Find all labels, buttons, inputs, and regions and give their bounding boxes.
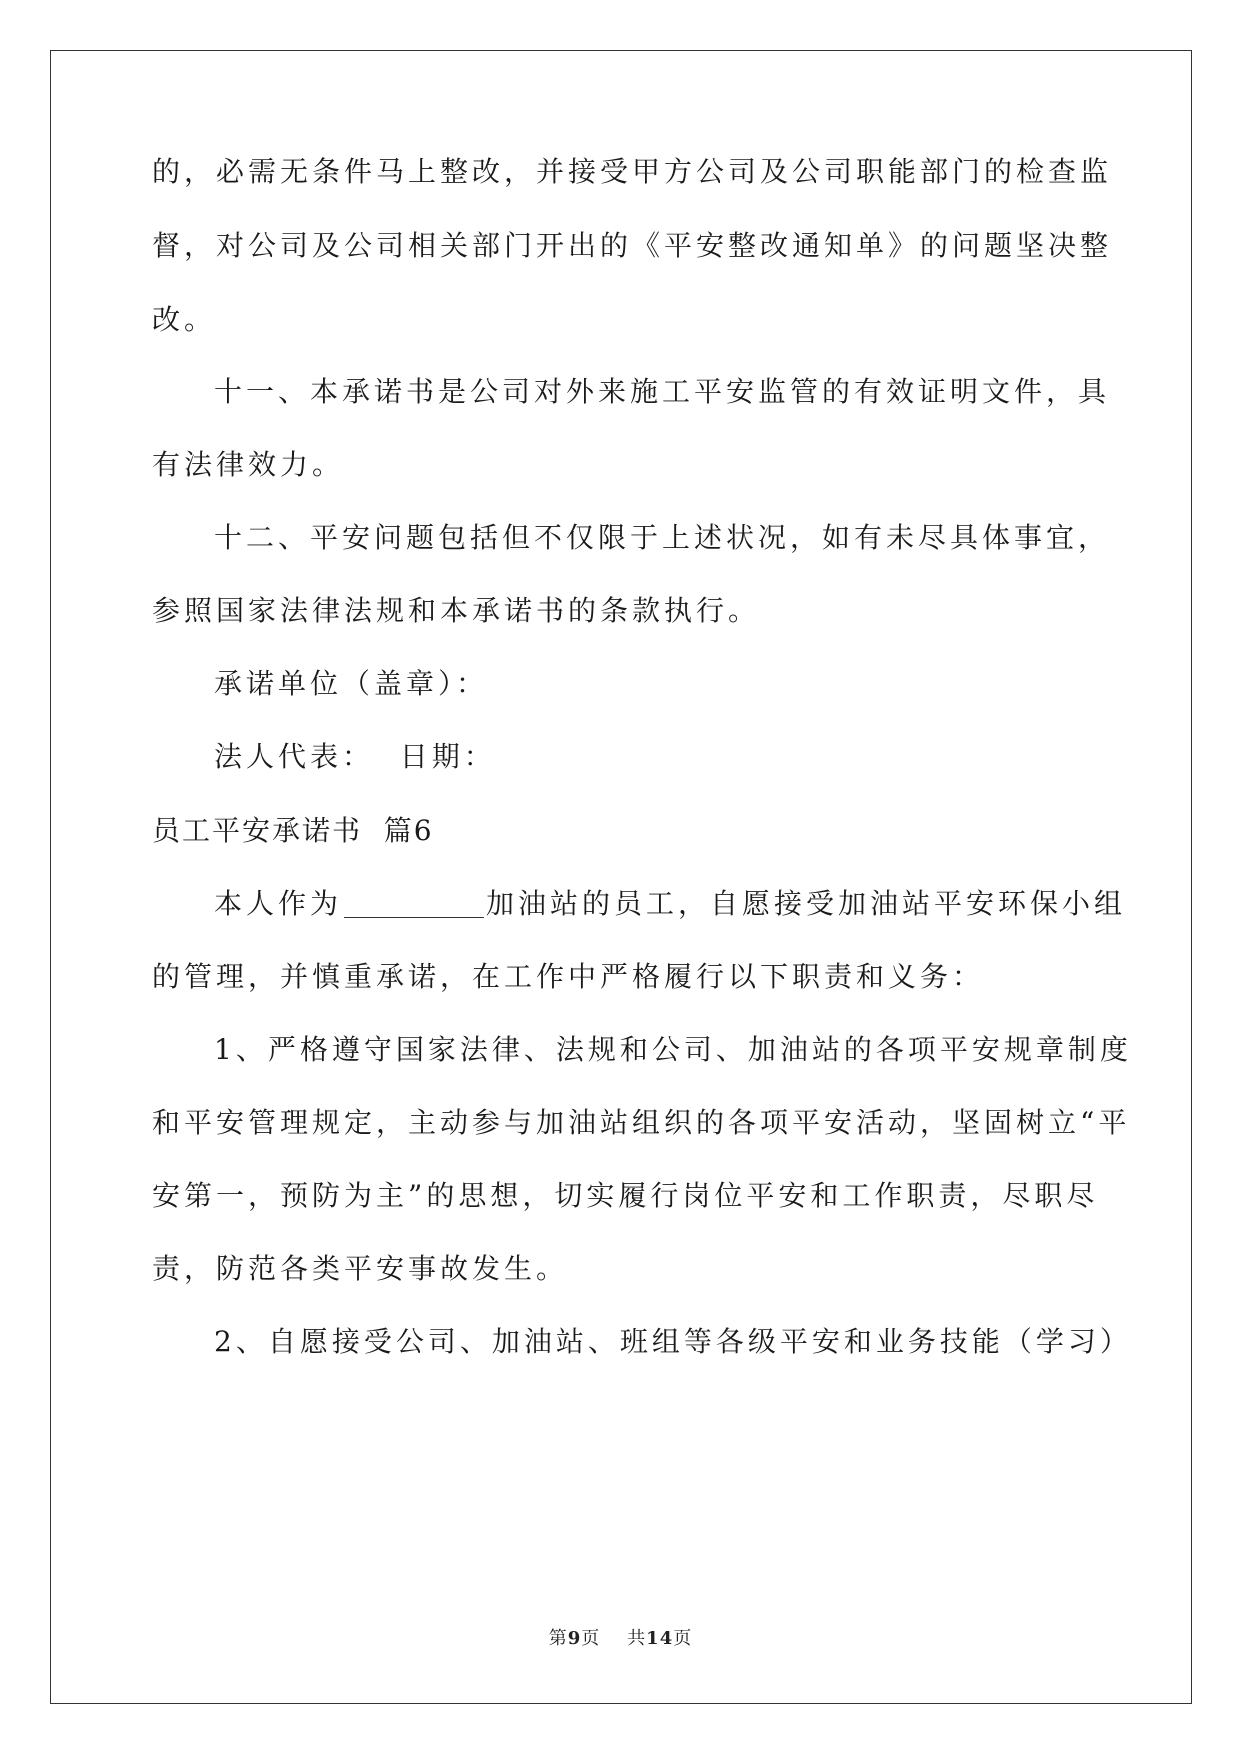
total-page-number: 14 bbox=[646, 1628, 674, 1649]
pledge-intro-prefix: 本人作为 bbox=[214, 887, 343, 920]
text-line: 参照国家法律法规和本承诺书的条款执行。 bbox=[152, 594, 761, 627]
paragraph-eleven-line: 十一、本承诺书是公司对外来施工平安监管的有效证明文件，具 bbox=[214, 375, 1111, 408]
footer-suffix: 页 bbox=[673, 1628, 693, 1649]
footer-prefix: 第 bbox=[548, 1628, 568, 1649]
text-line: 和平安管理规定，主动参与加油站组织的各项平安活动，坚固树立“平 bbox=[152, 1106, 1131, 1139]
footer-mid: 页 共 bbox=[581, 1628, 647, 1649]
text-line: 有法律效力。 bbox=[152, 448, 345, 481]
section-title: 员工平安承诺书 篇6 bbox=[152, 814, 434, 847]
page-border bbox=[50, 50, 1192, 1704]
text-line: 督，对公司及公司相关部门开出的《平安整改通知单》的问题坚决整 bbox=[152, 229, 1113, 262]
representative-date-line: 法人代表： 日期： bbox=[214, 740, 496, 773]
page-footer bbox=[0, 1624, 1241, 1650]
current-page-number: 9 bbox=[567, 1628, 582, 1649]
name-blank-field bbox=[344, 891, 484, 918]
text-line: 安第一，预防为主”的思想，切实履行岗位平安和工作职责，尽职尽 bbox=[152, 1179, 1099, 1212]
text-line: 责，防范各类平安事故发生。 bbox=[152, 1252, 569, 1285]
pledge-intro-line bbox=[214, 887, 1127, 920]
paragraph-twelve-line: 十二、平安问题包括但不仅限于上述状况，如有未尽具体事宜， bbox=[214, 521, 1111, 554]
text-line: 的管理，并慎重承诺，在工作中严格履行以下职责和义务： bbox=[152, 960, 985, 993]
item-one-line: 1、严格遵守国家法律、法规和公司、加油站的各项平安规章制度 bbox=[214, 1033, 1132, 1066]
text-line: 的，必需无条件马上整改，并接受甲方公司及公司职能部门的检查监 bbox=[152, 155, 1113, 188]
text-line: 改。 bbox=[152, 303, 217, 336]
item-two-line: 2、自愿接受公司、加油站、班组等各级平安和业务技能（学习） bbox=[214, 1325, 1132, 1358]
pledge-intro-suffix: 加油站的员工，自愿接受加油站平安环保小组 bbox=[486, 887, 1127, 920]
seal-line: 承诺单位（盖章）： bbox=[214, 667, 489, 700]
